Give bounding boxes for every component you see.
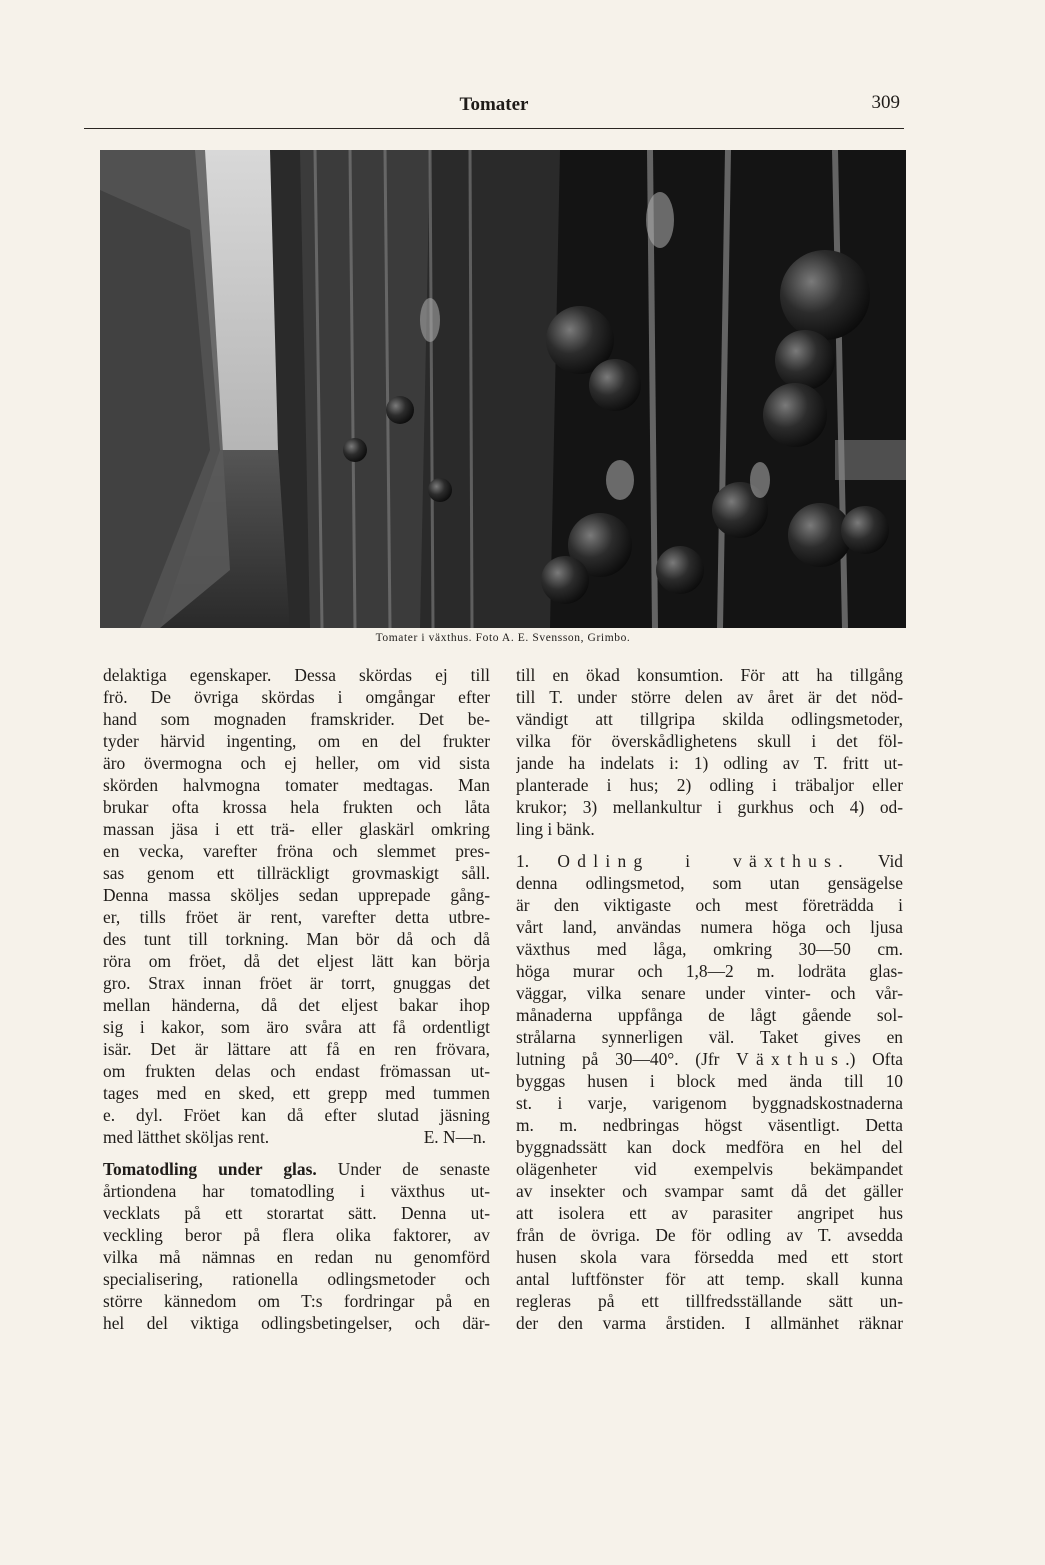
text-line: isär. Det är lättare att få en ren frövara, — [103, 1039, 490, 1059]
text-line: vändigt att tillgripa skilda odlingsmetoder, — [516, 709, 903, 729]
text-fragment: .) Ofta — [845, 1049, 903, 1069]
author-signature: E. N—n. — [423, 1127, 486, 1147]
text-line: gro. Strax innan fröet är torrt, gnuggas det — [103, 973, 490, 993]
page-number: 309 — [871, 92, 900, 113]
text-line: till en ökad konsumtion. För att ha tillgång — [516, 665, 903, 685]
text-line: frö. De övriga skördas i omgångar efter — [103, 687, 490, 707]
section-start-line — [516, 850, 903, 872]
text-line: olägenheter vid exempelvis bekämpandet — [516, 1159, 903, 1179]
text-line: av insekter och svampar samt då det gäller — [516, 1181, 903, 1201]
text-line: planterade i hus; 2) odling i träbaljor eller — [516, 775, 903, 795]
text-line: regleras på ett tillfredsställande sätt un- — [516, 1291, 903, 1311]
text-line: hel del viktiga odlingsbetingelser, och där- — [103, 1313, 490, 1333]
text-line: e. dyl. Fröet kan då efter slutad jäsning — [103, 1105, 490, 1125]
text-line: vårt land, användas numera höga och ljusa — [516, 917, 903, 937]
text-line: månaderna uppfånga de lågt gående sol- — [516, 1005, 903, 1025]
cross-reference: Växthus — [736, 1049, 846, 1069]
text-line: denna odlingsmetod, som utan gensägelse — [516, 873, 903, 893]
text-line: der den varma årstiden. I allmänhet räknar — [516, 1313, 903, 1333]
text-line: tages med en sked, ett grepp med tummen — [103, 1083, 490, 1103]
text-line: m. m. nedbringas högst väsentligt. Detta — [516, 1115, 903, 1135]
figure-caption: Tomater i växthus. Foto A. E. Svensson, Grimbo. — [375, 632, 631, 644]
section-start-line — [103, 1158, 490, 1180]
text-line: er, tills fröet är rent, varefter detta utbre- — [103, 907, 490, 927]
text-line: massan jäsa i ett trä- eller glaskärl omkring — [103, 819, 490, 839]
text-line: delaktiga egenskaper. Dessa skördas ej till — [103, 665, 490, 685]
text-line: skörden halvmogna tomater medtagas. Man — [103, 775, 490, 795]
text-line: byggnadssätt kan dock medföra en hel del — [516, 1137, 903, 1157]
text-fragment: Vid — [849, 851, 903, 871]
text-line: om frukten delas och endast frömassan ut- — [103, 1061, 490, 1081]
page-header — [84, 88, 904, 129]
text-line: antal luftfönster för att temp. skall kunna — [516, 1269, 903, 1289]
text-line: jande ha indelats i: 1) odling av T. fritt ut- — [516, 753, 903, 773]
section-number: 1. — [516, 851, 558, 871]
cross-reference-line — [516, 1048, 903, 1070]
text-line: brukar ofta krossa hela frukten och låta — [103, 797, 490, 817]
right-column — [516, 664, 903, 1334]
text-line: veckling beror på flera olika faktorer, av — [103, 1225, 490, 1245]
text-fragment: med lätthet sköljas rent. — [103, 1127, 270, 1147]
text-line: till T. under större delen av året är det nöd- — [516, 687, 903, 707]
text-line: husen skola vara försedda med ett stort — [516, 1247, 903, 1267]
text-line: vilka må nämnas en redan nu genomförd — [103, 1247, 490, 1267]
text-line: väggar, vilka senare under vinter- och vår- — [516, 983, 903, 1003]
text-line: höga murar och 1,8—2 m. lodräta glas- — [516, 961, 903, 981]
text-line: strålarna synnerligen väl. Taket gives en — [516, 1027, 903, 1047]
left-column — [103, 664, 490, 1334]
text-line: krukor; 3) mellankultur i gurkhus och 4) od- — [516, 797, 903, 817]
text-line: vilka för överskådlighetens skull i det föl- — [516, 731, 903, 751]
section-heading: Tomatodling under glas. — [103, 1159, 317, 1179]
running-title: Tomater — [459, 94, 529, 115]
text-line: mellan händerna, då det eljest bakar ihop — [103, 995, 490, 1015]
text-fragment: Under de senaste — [316, 1159, 490, 1179]
text-line: st. i varje, varigenom byggnadskostnaderna — [516, 1093, 903, 1113]
text-line: Denna massa sköljes sedan upprepade gång- — [103, 885, 490, 905]
text-line: vecklats på ett storartat sätt. Denna ut- — [103, 1203, 490, 1223]
text-line: äro övermogna och ej heller, om vid sista — [103, 753, 490, 773]
paragraph-end-line — [103, 1126, 490, 1148]
text-line: ling i bänk. — [516, 819, 595, 839]
text-line: årtiondena har tomatodling i växthus ut- — [103, 1181, 490, 1201]
text-line: från de övriga. De för odling av T. avsedda — [516, 1225, 903, 1245]
text-line: tyder härvid ingenting, om en del frukter — [103, 731, 490, 751]
text-line: är den viktigaste och mest företrädda i — [516, 895, 903, 915]
greenhouse-tomato-photo — [100, 150, 906, 628]
text-line: byggas husen i block med ända till 10 — [516, 1071, 903, 1091]
text-line: större kännedom om T:s fordringar på en — [103, 1291, 490, 1311]
text-line: des tunt till torkning. Man bör då och då — [103, 929, 490, 949]
text-line: specialisering, rationella odlingsmetoder och — [103, 1269, 490, 1289]
text-line: sas genom ett tillräckligt grovmaskigt såll. — [103, 863, 490, 883]
text-line: hand som mognaden framskrider. Det be- — [103, 709, 490, 729]
text-line: att isolera ett av parasiter angripet hus — [516, 1203, 903, 1223]
text-fragment: lutning på 30—40°. (Jfr — [516, 1049, 737, 1069]
section-heading: Odling i växthus. — [557, 851, 850, 871]
text-line: en vecka, varefter fröna och slemmet pres- — [103, 841, 490, 861]
text-line: sig i kakor, som äro svåra att få ordentligt — [103, 1017, 490, 1037]
text-line: röra om fröet, då det eljest lätt kan börja — [103, 951, 490, 971]
text-line: växthus med låga, omkring 30—50 cm. — [516, 939, 903, 959]
